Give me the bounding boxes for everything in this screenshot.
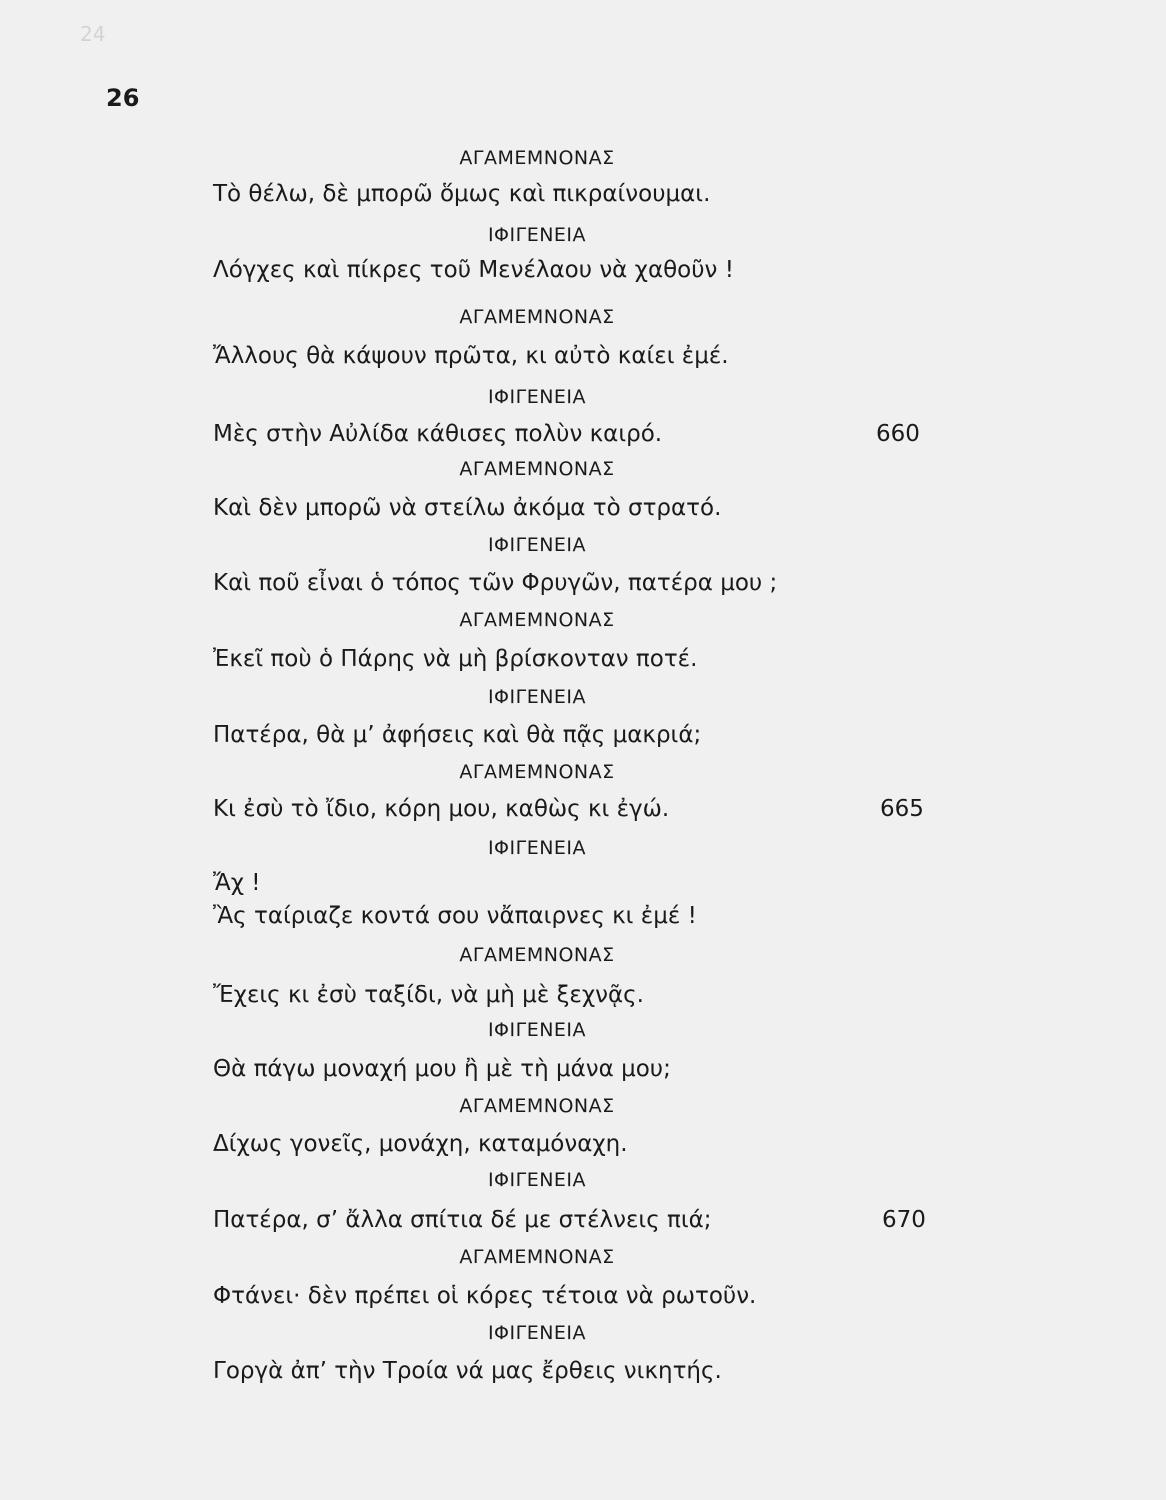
faint-page-marker: 24 [80, 22, 106, 46]
speaker-heading: ΑΓΑΜΕΜΝΟΝΑΣ [459, 306, 615, 328]
verse-line: Δίχως γονεῖς, μονάχη, καταμόναχη. [213, 1131, 628, 1157]
verse-line: Ἐκεῖ ποὺ ὁ Πάρης νὰ μὴ βρίσκονταν ποτέ. [213, 646, 698, 672]
verse-line: Καὶ ποῦ εἶναι ὁ τόπος τῶν Φρυγῶν, πατέρα μου ; [213, 570, 778, 596]
verse-line: Καὶ δὲν μπορῶ νὰ στείλω ἀκόμα τὸ στρατό. [213, 495, 722, 521]
verse-line: Γοργὰ ἀπ’ τὴν Τροία νά μας ἔρθεις νικητής. [213, 1358, 722, 1384]
verse-line: Ἄλλους θὰ κάψουν πρῶτα, κι αὐτὸ καίει ἐμέ. [213, 343, 729, 369]
speaker-heading: ΑΓΑΜΕΜΝΟΝΑΣ [459, 1246, 615, 1268]
speaker-heading: ΙΦΙΓΕΝΕΙΑ [487, 1322, 587, 1344]
speaker-heading: ΑΓΑΜΕΜΝΟΝΑΣ [459, 761, 615, 783]
verse-line: Μὲς στὴν Αὐλίδα κάθισες πολὺν καιρό. [213, 421, 663, 447]
verse-line: Ἂς ταίριαζε κοντά σου νἄπαιρνες κι ἐμέ ! [213, 903, 697, 929]
speaker-heading: ΑΓΑΜΕΜΝΟΝΑΣ [459, 147, 615, 169]
speaker-heading: ΙΦΙΓΕΝΕΙΑ [487, 1019, 587, 1041]
speaker-heading: ΑΓΑΜΕΜΝΟΝΑΣ [459, 944, 615, 966]
page-number: 26 [106, 84, 140, 112]
speaker-heading: ΙΦΙΓΕΝΕΙΑ [487, 386, 587, 408]
speaker-heading: ΙΦΙΓΕΝΕΙΑ [487, 1169, 587, 1191]
verse-line: Πατέρα, σ’ ἄλλα σπίτια δέ με στέλνεις πιά; [213, 1207, 712, 1233]
verse-line: Φτάνει· δὲν πρέπει οἱ κόρες τέτοια νὰ ρωτοῦν. [213, 1283, 757, 1309]
line-number: 670 [882, 1207, 926, 1233]
speaker-heading: ΙΦΙΓΕΝΕΙΑ [487, 224, 587, 246]
speaker-heading: ΑΓΑΜΕΜΝΟΝΑΣ [459, 458, 615, 480]
verse-line: Πατέρα, θὰ μ’ ἀφήσεις καὶ θὰ πᾷς μακριά; [213, 722, 702, 748]
verse-line: Τὸ θέλω, δὲ μπορῶ ὅμως καὶ πικραίνουμαι. [213, 181, 711, 207]
verse-line: Λόγχες καὶ πίκρες τοῦ Μενέλαου νὰ χαθοῦν ! [213, 257, 734, 283]
verse-line: Ἄχ ! [213, 870, 261, 896]
speaker-heading: ΑΓΑΜΕΜΝΟΝΑΣ [459, 1095, 615, 1117]
speaker-heading: ΑΓΑΜΕΜΝΟΝΑΣ [459, 609, 615, 631]
line-number: 660 [876, 421, 920, 447]
speaker-heading: ΙΦΙΓΕΝΕΙΑ [487, 837, 587, 859]
speaker-heading: ΙΦΙΓΕΝΕΙΑ [487, 686, 587, 708]
verse-line: Κι ἐσὺ τὸ ἴδιο, κόρη μου, καθὼς κι ἐγώ. [213, 796, 670, 822]
verse-line: Ἔχεις κι ἐσὺ ταξίδι, νὰ μὴ μὲ ξεχνᾷς. [213, 982, 644, 1008]
speaker-heading: ΙΦΙΓΕΝΕΙΑ [487, 534, 587, 556]
line-number: 665 [880, 796, 924, 822]
verse-line: Θὰ πάγω μοναχή μου ἢ μὲ τὴ μάνα μου; [213, 1056, 671, 1082]
